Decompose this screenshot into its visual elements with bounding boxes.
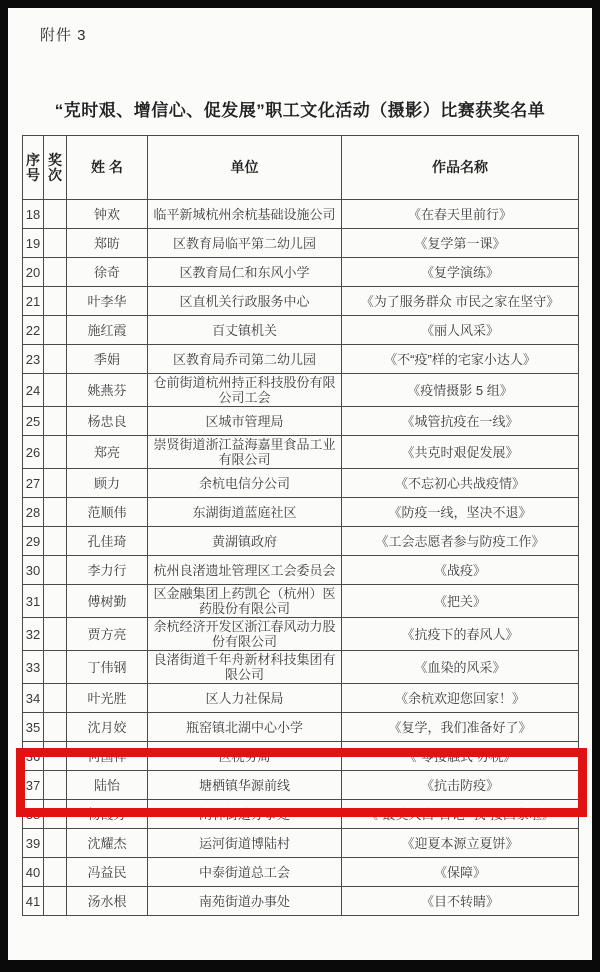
cell-award: [44, 407, 67, 436]
cell-name: 叶李华: [67, 287, 148, 316]
cell-work: 《复学第一课》: [342, 229, 579, 258]
cell-no: 41: [23, 887, 44, 916]
cell-unit: 区教育局乔司第二幼儿园: [148, 345, 342, 374]
table-row: [23, 742, 579, 771]
cell-no: 33: [23, 651, 44, 684]
cell-award: [44, 618, 67, 651]
cell-award: [44, 316, 67, 345]
cell-name: 冯益民: [67, 858, 148, 887]
cell-award: [44, 651, 67, 684]
table-row: [23, 436, 579, 469]
cell-work: 《防疫一线，坚决不退》: [342, 498, 579, 527]
cell-unit: 闲林街道办事处: [148, 800, 342, 829]
cell-award: [44, 742, 67, 771]
cell-name: 孔佳琦: [67, 527, 148, 556]
cell-name: 范顺伟: [67, 498, 148, 527]
cell-name: 杨霞芳: [67, 800, 148, 829]
cell-name: 顾力: [67, 469, 148, 498]
cell-award: [44, 858, 67, 887]
cell-unit: 区教育局仁和东风小学: [148, 258, 342, 287]
table-row: [23, 407, 579, 436]
attachment-label: 附件 3: [40, 27, 87, 44]
cell-unit: 塘栖镇华源前线: [148, 771, 342, 800]
cell-work: 《保障》: [342, 858, 579, 887]
cell-no: 30: [23, 556, 44, 585]
document-page: [8, 8, 592, 960]
table-row: [23, 684, 579, 713]
cell-unit: 中泰街道总工会: [148, 858, 342, 887]
cell-unit: 区税务局: [148, 742, 342, 771]
cell-work: 《“最美大白”日记 “我”接回家啦》: [342, 800, 579, 829]
cell-award: [44, 229, 67, 258]
cell-unit: 区人力社保局: [148, 684, 342, 713]
cell-name: 傅树勤: [67, 585, 148, 618]
table-row: [23, 229, 579, 258]
cell-name: 沈月姣: [67, 713, 148, 742]
header-unit: 单位: [148, 136, 342, 200]
cell-name: 徐奇: [67, 258, 148, 287]
cell-no: 22: [23, 316, 44, 345]
table-row: [23, 527, 579, 556]
cell-no: 39: [23, 829, 44, 858]
cell-award: [44, 585, 67, 618]
cell-work: 《城管抗疫在一线》: [342, 407, 579, 436]
table-row: [23, 618, 579, 651]
header-award: 奖次: [44, 136, 67, 200]
cell-award: [44, 345, 67, 374]
table-row: [23, 258, 579, 287]
cell-no: 40: [23, 858, 44, 887]
cell-work: 《复学演练》: [342, 258, 579, 287]
cell-name: 贾方亮: [67, 618, 148, 651]
cell-work: 《共克时艰促发展》: [342, 436, 579, 469]
cell-name: 陆怡: [67, 771, 148, 800]
cell-unit: 东湖街道蓝庭社区: [148, 498, 342, 527]
cell-no: 24: [23, 374, 44, 407]
table-row: [23, 651, 579, 684]
cell-work: 《余杭欢迎您回家！》: [342, 684, 579, 713]
header-work: 作品名称: [342, 136, 579, 200]
cell-award: [44, 469, 67, 498]
table-row: [23, 498, 579, 527]
cell-award: [44, 498, 67, 527]
cell-no: 28: [23, 498, 44, 527]
page-title: “克时艰、增信心、促发展”职工文化活动（摄影）比赛获奖名单: [54, 101, 546, 120]
table-row: [23, 858, 579, 887]
cell-no: 29: [23, 527, 44, 556]
cell-no: 18: [23, 200, 44, 229]
cell-no: 23: [23, 345, 44, 374]
cell-no: 35: [23, 713, 44, 742]
cell-unit: 仓前街道杭州持正科技股份有限公司工会: [148, 374, 342, 407]
cell-work: 《疫情摄影 5 组》: [342, 374, 579, 407]
cell-award: [44, 374, 67, 407]
cell-work: 《工会志愿者参与防疫工作》: [342, 527, 579, 556]
cell-no: 19: [23, 229, 44, 258]
cell-unit: 黄湖镇政府: [148, 527, 342, 556]
cell-work: 《不“疫”样的宅家小达人》: [342, 345, 579, 374]
table-row: [23, 316, 579, 345]
cell-award: [44, 771, 67, 800]
cell-no: 31: [23, 585, 44, 618]
cell-name: 丁伟钢: [67, 651, 148, 684]
table-row: [23, 200, 579, 229]
cell-name: 钟欢: [67, 200, 148, 229]
cell-award: [44, 527, 67, 556]
cell-no: 36: [23, 742, 44, 771]
cell-unit: 崇贤街道浙江益海嘉里食品工业有限公司: [148, 436, 342, 469]
header-name: 姓 名: [67, 136, 148, 200]
table-row: [23, 374, 579, 407]
cell-name: 何国祥: [67, 742, 148, 771]
cell-work: 《为了服务群众 市民之家在坚守》: [342, 287, 579, 316]
award-winners-table: [22, 135, 579, 916]
cell-unit: 百丈镇机关: [148, 316, 342, 345]
cell-award: [44, 556, 67, 585]
cell-work: 《血染的风采》: [342, 651, 579, 684]
cell-award: [44, 713, 67, 742]
cell-award: [44, 200, 67, 229]
cell-award: [44, 258, 67, 287]
cell-unit: 良渚街道千年舟新材科技集团有限公司: [148, 651, 342, 684]
cell-work: 《把关》: [342, 585, 579, 618]
cell-name: 叶光胜: [67, 684, 148, 713]
cell-no: 34: [23, 684, 44, 713]
cell-unit: 区直机关行政服务中心: [148, 287, 342, 316]
table-row: [23, 585, 579, 618]
cell-unit: 瓶窑镇北湖中心小学: [148, 713, 342, 742]
cell-unit: 余杭经济开发区浙江春风动力股份有限公司: [148, 618, 342, 651]
table-row: [23, 556, 579, 585]
header-no: 序号: [23, 136, 44, 200]
cell-name: 季娟: [67, 345, 148, 374]
cell-award: [44, 287, 67, 316]
table-header-row: [23, 136, 579, 200]
cell-unit: 余杭电信分公司: [148, 469, 342, 498]
cell-work: 《在春天里前行》: [342, 200, 579, 229]
cell-unit: 南苑街道办事处: [148, 887, 342, 916]
table-row: [23, 345, 579, 374]
table-row: [23, 800, 579, 829]
cell-award: [44, 684, 67, 713]
cell-unit: 杭州良渚遗址管理区工会委员会: [148, 556, 342, 585]
cell-name: 施红霞: [67, 316, 148, 345]
cell-name: 沈耀杰: [67, 829, 148, 858]
cell-award: [44, 800, 67, 829]
cell-work: 《迎夏本源立夏饼》: [342, 829, 579, 858]
cell-work: 《丽人风采》: [342, 316, 579, 345]
cell-name: 杨忠良: [67, 407, 148, 436]
cell-award: [44, 887, 67, 916]
cell-name: 郑亮: [67, 436, 148, 469]
cell-award: [44, 436, 67, 469]
cell-unit: 区教育局临平第二幼儿园: [148, 229, 342, 258]
cell-name: 李力行: [67, 556, 148, 585]
table-row: [23, 469, 579, 498]
cell-name: 郑昉: [67, 229, 148, 258]
cell-no: 38: [23, 800, 44, 829]
cell-award: [44, 829, 67, 858]
cell-work: 《“零接触式”办税》: [342, 742, 579, 771]
cell-no: 25: [23, 407, 44, 436]
table-row: [23, 287, 579, 316]
cell-name: 汤水根: [67, 887, 148, 916]
cell-no: 21: [23, 287, 44, 316]
table-row: [23, 829, 579, 858]
cell-work: 《复学，我们准备好了》: [342, 713, 579, 742]
cell-unit: 运河街道博陆村: [148, 829, 342, 858]
cell-work: 《抗击防疫》: [342, 771, 579, 800]
cell-no: 27: [23, 469, 44, 498]
cell-no: 20: [23, 258, 44, 287]
table-row: [23, 713, 579, 742]
cell-work: 《目不转睛》: [342, 887, 579, 916]
cell-no: 26: [23, 436, 44, 469]
table-row: [23, 887, 579, 916]
cell-name: 姚燕芬: [67, 374, 148, 407]
cell-work: 《战疫》: [342, 556, 579, 585]
cell-no: 32: [23, 618, 44, 651]
cell-work: 《不忘初心共战疫情》: [342, 469, 579, 498]
cell-unit: 临平新城杭州余杭基础设施公司: [148, 200, 342, 229]
table-row: [23, 771, 579, 800]
cell-unit: 区金融集团上药凯仑（杭州）医药股份有限公司: [148, 585, 342, 618]
cell-work: 《抗疫下的春风人》: [342, 618, 579, 651]
cell-unit: 区城市管理局: [148, 407, 342, 436]
cell-no: 37: [23, 771, 44, 800]
